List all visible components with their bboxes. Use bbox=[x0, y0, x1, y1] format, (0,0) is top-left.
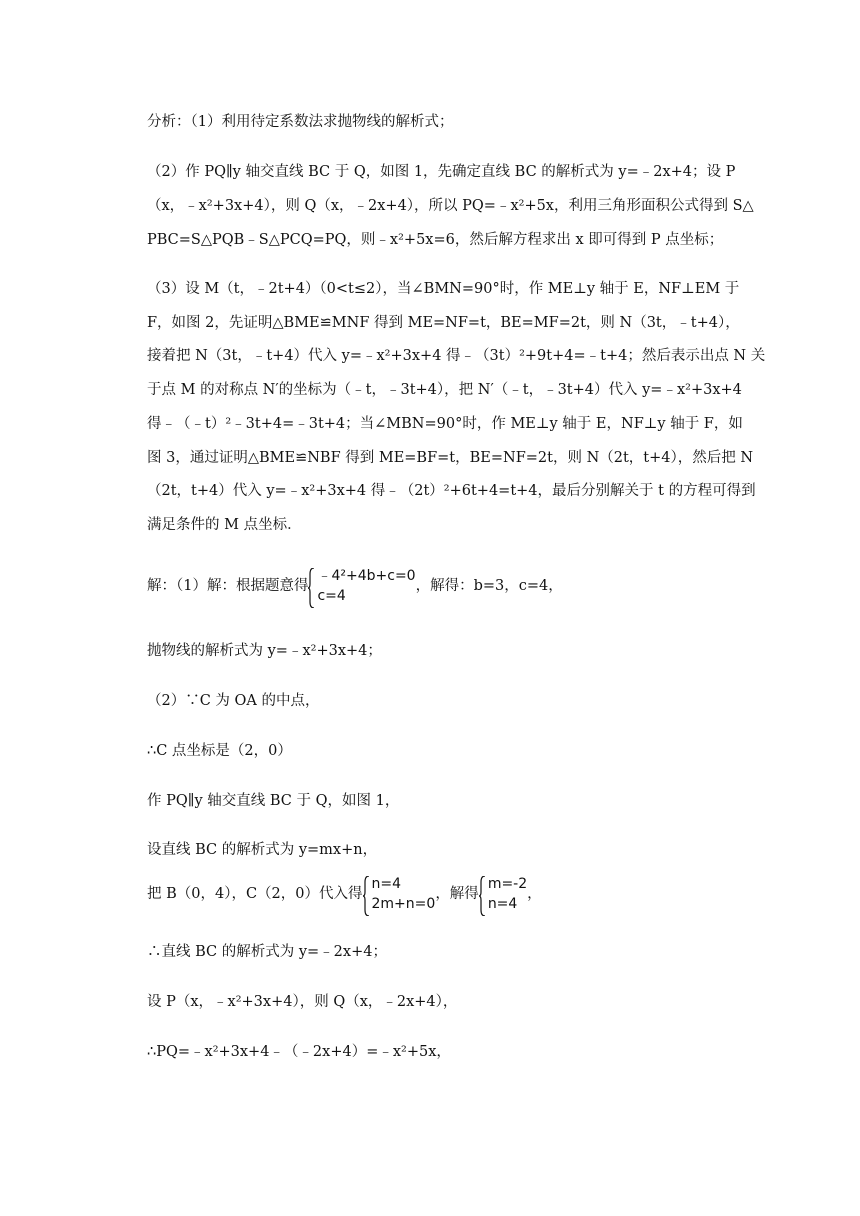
solution-7-middle: ，解得 bbox=[435, 886, 479, 902]
left-brace-icon bbox=[363, 876, 370, 916]
solution-line-6: 设直线 BC 的解析式为 y=mx+n， bbox=[147, 842, 378, 858]
equation-row: n=4 bbox=[371, 876, 402, 892]
analysis-line-7: 接着把 N（3t，﹣t+4）代入 y=﹣x²+3x+4 得﹣（3t）²+9t+4=﹣t+4；然后表示出点 N 关 bbox=[147, 348, 766, 364]
solution-line-3: （2）∵C 为 OA 的中点， bbox=[147, 693, 320, 709]
solution-line-10: ∴PQ=﹣x²+3x+4﹣（﹣2x+4）=﹣x²+5x， bbox=[147, 1044, 451, 1060]
analysis-line-2: （2）作 PQ∥y 轴交直线 BC 于 Q，如图 1，先确定直线 BC 的解析式为 y=﹣2x+4；设 P bbox=[147, 164, 736, 180]
analysis-line-5: （3）设 M（t，﹣2t+4）（0<t≤2），当∠BMN=90°时，作 ME⊥y 轴于 E，NF⊥EM 于 bbox=[147, 281, 740, 297]
equation-system-3 bbox=[479, 874, 527, 914]
solution-7-suffix: ， bbox=[527, 886, 542, 902]
equation-row: m=-2 bbox=[487, 876, 528, 892]
analysis-line-10: 图 3，通过证明△BME≌NBF 得到 ME=BF=t，BE=NF=2t，则 N（2t，t+4），然后把 N bbox=[147, 450, 754, 466]
solution-line-5: 作 PQ∥y 轴交直线 BC 于 Q，如图 1， bbox=[147, 793, 400, 809]
equation-row: ﹣4²+4b+c=0 bbox=[317, 568, 416, 584]
equation-row: n=4 bbox=[487, 896, 518, 912]
equation-row: c=4 bbox=[317, 588, 346, 604]
analysis-line-9: 得﹣（﹣t）²﹣3t+4=﹣3t+4；当∠MBN=90°时，作 ME⊥y 轴于 E，NF⊥y 轴于 F，如 bbox=[147, 416, 743, 432]
equation-system-2 bbox=[363, 874, 436, 914]
solution-7-prefix: 把 B（0，4），C（2，0）代入得 bbox=[147, 886, 363, 902]
equation-system-1 bbox=[308, 566, 415, 606]
solution-line-1 bbox=[147, 566, 563, 606]
left-brace-icon bbox=[308, 568, 315, 608]
left-brace-icon bbox=[479, 876, 486, 916]
analysis-line-11: （2t，t+4）代入 y=﹣x²+3x+4 得﹣（2t）²+6t+4=t+4，最后分别解关于 t 的方程可得到 bbox=[147, 483, 756, 499]
analysis-line-4: PBC=S△PQB﹣S△PCQ=PQ，则﹣x²+5x=6，然后解方程求出 x 即可得到 P 点坐标； bbox=[147, 232, 724, 248]
solution-line-7 bbox=[147, 874, 542, 914]
solution-1-suffix: ，解得：b=3，c=4， bbox=[415, 578, 563, 594]
analysis-line-6: F，如图 2，先证明△BME≌MNF 得到 ME=NF=t，BE=MF=2t，则 N（3t，﹣t+4）， bbox=[147, 315, 740, 331]
analysis-line-12: 满足条件的 M 点坐标． bbox=[147, 517, 302, 533]
solution-line-9: 设 P（x，﹣x²+3x+4），则 Q（x，﹣2x+4）， bbox=[147, 994, 458, 1010]
solution-line-4: ∴C 点坐标是（2，0） bbox=[147, 743, 292, 759]
equation-row: 2m+n=0 bbox=[371, 896, 436, 912]
analysis-line-3: （x，﹣x²+3x+4），则 Q（x，﹣2x+4），所以 PQ=﹣x²+5x，利用三角形面积公式得到 S△ bbox=[147, 198, 754, 214]
analysis-line-8: 于点 M 的对称点 N′的坐标为（﹣t，﹣3t+4），把 N′（﹣t，﹣3t+4）代入 y=﹣x²+3x+4 bbox=[147, 382, 742, 398]
solution-1-prefix: 解：（1）解：根据题意得 bbox=[147, 578, 309, 594]
solution-line-2: 抛物线的解析式为 y=﹣x²+3x+4； bbox=[147, 643, 382, 659]
solution-line-8: ∴直线 BC 的解析式为 y=﹣2x+4； bbox=[147, 944, 387, 960]
analysis-line-1: 分析：（1）利用待定系数法求抛物线的解析式； bbox=[147, 114, 454, 130]
